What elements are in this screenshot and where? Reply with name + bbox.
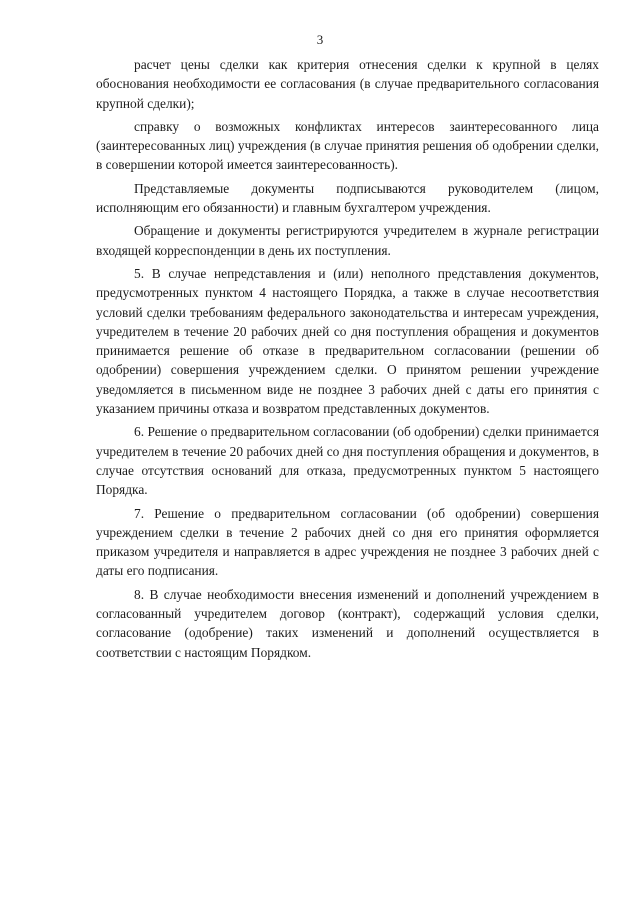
paragraph-document-signing: Представляемые документы подписываются руководителем (лицом, исполняющим его обязанности) и главным бухгалтером учреждения. xyxy=(96,180,599,216)
document-body xyxy=(96,55,599,662)
paragraph-item-8: 8. В случае необходимости внесения изменений и дополнений учреждением в согласованный учредителем договор (контракт), содержащий условия сделки, согласование (одобрение) таких изменений и дополнений осуществляется в соответствии с настоящим Порядком. xyxy=(96,586,599,660)
page-number: 3 xyxy=(316,32,324,47)
paragraph-price-calculation: расчет цены сделки как критерия отнесения сделки к крупной в целях обоснования необходимости ее согласования (в случае предварительного согласования крупной сделки); xyxy=(96,57,599,111)
paragraph-registration: Обращение и документы регистрируются учредителем в журнале регистрации входящей корреспонденции в день их поступления. xyxy=(96,223,599,258)
paragraph-item-6: 6. Решение о предварительном согласовании (об одобрении) сделки принимается учредителем в течение 20 рабочих дней со дня поступления обращения и документов, в случае отсутствия оснований для отказа, предусмотренных пунктом 5 настоящего Порядка. xyxy=(96,424,599,498)
paragraph-item-7: 7. Решение о предварительном согласовании (об одобрении) совершения учреждением сделки в течение 2 рабочих дней со дня его принятия оформляется приказом учредителя и направляется в адрес учреждения не позднее 3 рабочих дней с даты его подписания. xyxy=(96,505,599,579)
paragraph-item-5: 5. В случае непредставления и (или) неполного представления документов, предусмотренных пунктом 4 настоящего Порядка, а также в случае несоответствия условий сделки требованиям федерального законодательства и интересам учреждения, учредителем в течение 20 рабочих дней со дня поступления обращения и документов принимается решение об отказе в предварительном согласовании (решении об одобрении) совершения учреждением сделки. О принятом решении учреждение уведомляется в письменном виде не позднее 3 рабочих дней с даты его принятия с указанием причины отказа и возвратом представленных документов. xyxy=(96,265,599,417)
paragraph-conflict-of-interest: справку о возможных конфликтах интересов заинтересованного лица (заинтересованных лиц) учреждения (в случае принятия решения об одобрении сделки, в совершении которой имеется заинтересованность). xyxy=(96,118,599,173)
